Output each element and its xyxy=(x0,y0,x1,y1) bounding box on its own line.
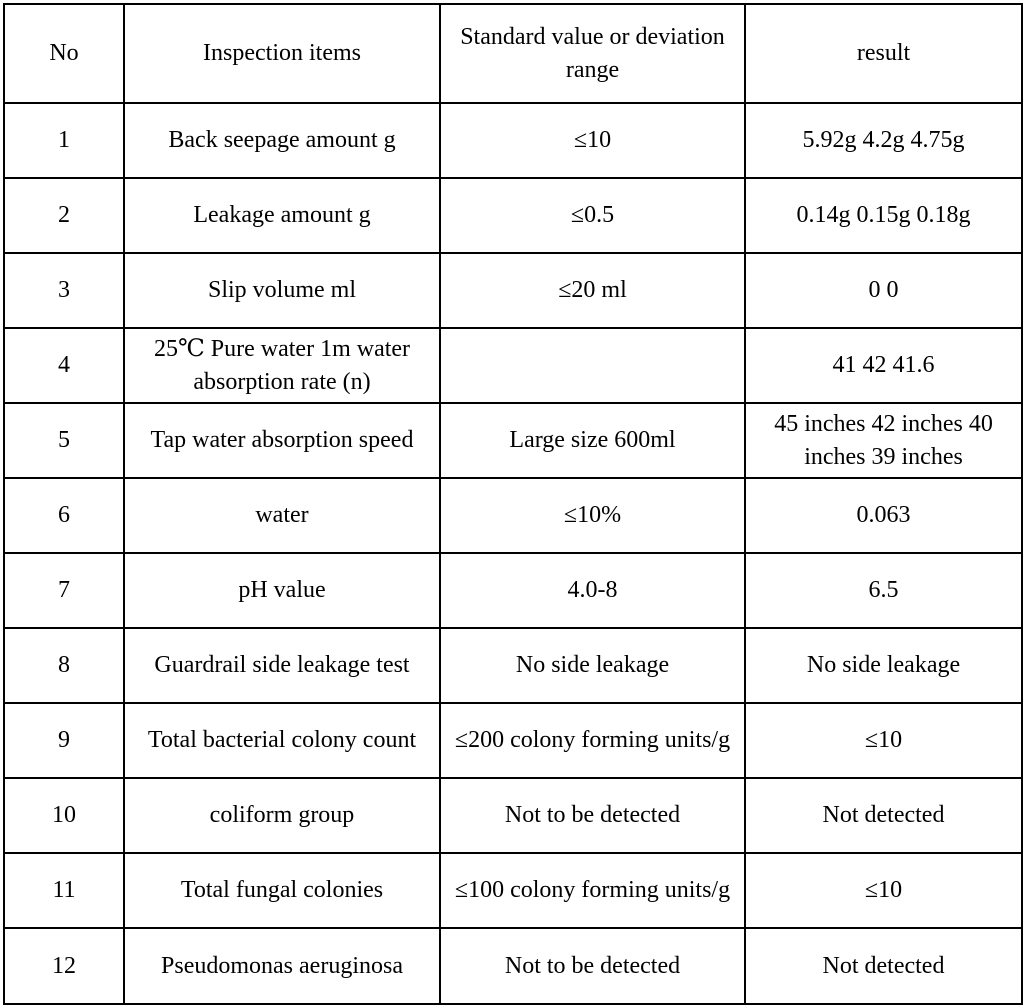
cell-item: Pseudomonas aeruginosa xyxy=(124,928,440,1004)
cell-result: 5.92g 4.2g 4.75g xyxy=(745,103,1022,178)
cell-standard: ≤20 ml xyxy=(440,253,745,328)
cell-no: 2 xyxy=(4,178,124,253)
cell-result: ≤10 xyxy=(745,703,1022,778)
cell-result: 0 0 xyxy=(745,253,1022,328)
cell-standard: No side leakage xyxy=(440,628,745,703)
cell-no: 1 xyxy=(4,103,124,178)
cell-result: No side leakage xyxy=(745,628,1022,703)
cell-result: Not detected xyxy=(745,928,1022,1004)
cell-result: ≤10 xyxy=(745,853,1022,928)
cell-item: Guardrail side leakage test xyxy=(124,628,440,703)
cell-item: Tap water absorption speed xyxy=(124,403,440,478)
cell-item: Slip volume ml xyxy=(124,253,440,328)
cell-item: Back seepage amount g xyxy=(124,103,440,178)
table-row xyxy=(4,478,1022,553)
cell-standard: Not to be detected xyxy=(440,778,745,853)
cell-standard: ≤200 colony forming units/g xyxy=(440,703,745,778)
inspection-table xyxy=(3,3,1023,1005)
cell-standard: Large size 600ml xyxy=(440,403,745,478)
table-row xyxy=(4,253,1022,328)
cell-no: 10 xyxy=(4,778,124,853)
cell-result: 45 inches 42 inches 40 inches 39 inches xyxy=(745,403,1022,478)
cell-no: 6 xyxy=(4,478,124,553)
cell-standard: ≤10% xyxy=(440,478,745,553)
cell-item: 25℃ Pure water 1m water absorption rate (n) xyxy=(124,328,440,403)
cell-no: 5 xyxy=(4,403,124,478)
table-row xyxy=(4,853,1022,928)
cell-standard: ≤100 colony forming units/g xyxy=(440,853,745,928)
table-row xyxy=(4,703,1022,778)
table-body xyxy=(4,103,1022,1004)
table-row xyxy=(4,328,1022,403)
header-inspection-items: Inspection items xyxy=(124,4,440,103)
table-row xyxy=(4,628,1022,703)
cell-result: 41 42 41.6 xyxy=(745,328,1022,403)
table-row xyxy=(4,403,1022,478)
cell-no: 12 xyxy=(4,928,124,1004)
cell-item: Leakage amount g xyxy=(124,178,440,253)
cell-item: pH value xyxy=(124,553,440,628)
cell-item: Total bacterial colony count xyxy=(124,703,440,778)
cell-standard: ≤10 xyxy=(440,103,745,178)
table-header xyxy=(4,4,1022,103)
cell-no: 3 xyxy=(4,253,124,328)
header-standard-value: Standard value or deviation range xyxy=(440,4,745,103)
cell-no: 11 xyxy=(4,853,124,928)
cell-item: Total fungal colonies xyxy=(124,853,440,928)
table-row xyxy=(4,178,1022,253)
cell-standard: Not to be detected xyxy=(440,928,745,1004)
table-row xyxy=(4,103,1022,178)
cell-item: water xyxy=(124,478,440,553)
cell-standard: 4.0-8 xyxy=(440,553,745,628)
cell-result: 0.14g 0.15g 0.18g xyxy=(745,178,1022,253)
table-row xyxy=(4,553,1022,628)
header-result: result xyxy=(745,4,1022,103)
header-row xyxy=(4,4,1022,103)
cell-result: 6.5 xyxy=(745,553,1022,628)
cell-standard xyxy=(440,328,745,403)
cell-no: 9 xyxy=(4,703,124,778)
cell-standard: ≤0.5 xyxy=(440,178,745,253)
cell-result: 0.063 xyxy=(745,478,1022,553)
table-row xyxy=(4,928,1022,1004)
table-row xyxy=(4,778,1022,853)
header-no: No xyxy=(4,4,124,103)
cell-no: 4 xyxy=(4,328,124,403)
cell-item: coliform group xyxy=(124,778,440,853)
cell-result: Not detected xyxy=(745,778,1022,853)
cell-no: 7 xyxy=(4,553,124,628)
cell-no: 8 xyxy=(4,628,124,703)
